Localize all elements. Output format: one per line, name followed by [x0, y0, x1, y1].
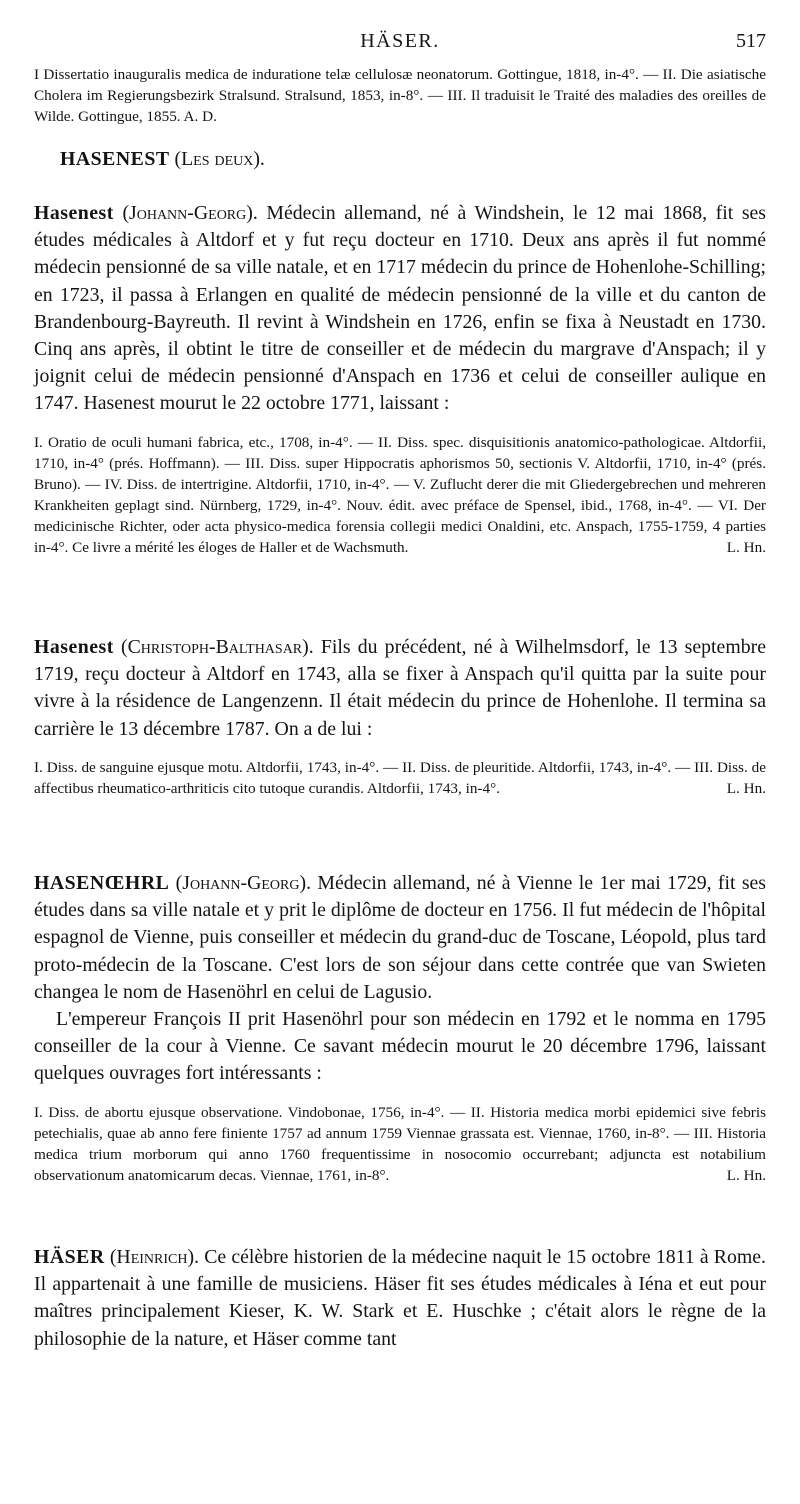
entry-headword: HÄSER	[34, 1246, 105, 1268]
entry-text: Médecin allemand, né à Vienne le 1er mai 1729, fit ses études dans sa ville natale et y prit le diplôme de docteur en 1756. Il fut médecin de l'hôpital espagnol de Vienne, puis conseiller et médecin du grand-duc de Toscane, Léopold, plus tard proto-médecin de la Toscane. C'est lors de son séjour dans cette contrée que van Swieten changea le nom de Hasenöhrl en celui de Lagusio.	[34, 872, 767, 1003]
page-number: 517	[736, 30, 766, 52]
intro-references: I Dissertatio inauguralis medica de induratione telæ cellulosæ neonatorum. Gottingue, 1818, in-4°. — II. Die asiatische Cholera im Regierungsbezirk Stralsund. Stralsund, 1853, in-8°. — III. Il traduisit le Traité des maladies des oreilles de Wilde. Gottingue, 1855. A. D.	[34, 66, 766, 125]
entry-works: I. Oratio de oculi humani fabrica, etc., 1708, in-4°. — II. Diss. spec. disquisitionis anatomico-pathologicae. Altdorfii, 1710, in-4° (prés. Hoffmann). — III. Diss. super Hippocratis aphorismos 50, sectionis V. Altdorfii, 1710, in-4° (prés. Bruno). — IV. Diss. de intertrigine. Altdorfii, 1710, in-4°. — V. Zuflucht derer die mit Gliedergebrechen und mehreren Krankheiten geplagt sind. Nürnberg, 1729, in-4°. Nouv. édit. avec préface de Spensel, ibid., 1768, in-4°. — VI. Der medicinische Richter, oder acta physico-medica forensia collegii medici Onaldini, etc. Anspach, 1755-1759, 4 parties in-4°. Ce livre a mérité les éloges de Haller et de Wachsmuth.	[34, 433, 766, 556]
entry-hasenest-johann	[34, 200, 766, 558]
entry-signature: L. Hn.	[726, 1166, 766, 1184]
entry-forename: (Christoph-Balthasar).	[121, 636, 314, 658]
running-head-title: HÄSER.	[360, 30, 440, 52]
entry-works: I. Diss. de sanguine ejusque motu. Altdorfii, 1743, in-4°. — II. Diss. de pleuritide. Altdorfii, 1743, in-4°. — III. Diss. de affectibus rheumatico-arthriticis cito tutoque curandis. Altdorfii, 1743, in-4°.	[34, 758, 766, 797]
entry-paragraph-2: L'empereur François II prit Hasenöhrl pour son médecin en 1792 et le nomma en 1795 conseiller de la cour à Vienne. Ce savant médecin mourut le 20 décembre 1796, laissant quelques ouvrages fort intéressants :	[34, 1008, 766, 1085]
entry-hasenest-christoph	[34, 634, 766, 799]
entry-haeser	[34, 1244, 766, 1353]
entry-signature: L. Hn.	[726, 538, 766, 556]
headword-qualifier: (Les deux).	[174, 148, 265, 170]
entry-headword: Hasenest	[34, 202, 114, 224]
entry-headword: HASENŒHRL	[34, 872, 170, 894]
entry-text: Ce célèbre historien de la médecine naquit le 15 octobre 1811 à Rome. Il appartenait à une famille de musiciens. Häser fit ses études médicales à Iéna et eut pour maîtres principalement Kieser, K. W. Stark et E. Huschke ; c'était alors le règne de la philosophie de la nature, et Häser comme tant	[34, 1246, 767, 1350]
headword: HASENEST	[60, 148, 170, 170]
entry-works: I. Diss. de abortu ejusque observatione. Vindobonae, 1756, in-4°. — II. Historia medica morbi epidemici sive febris petechialis, quae ab anno fere finiente 1757 ad annum 1759 Viennae grassata est. Viennae, 1760, in-8°. — III. Historia medica trium morborum qui anno 1760 frequentissime in nosocomio occurrebant; adjuncta est notabilium observationum anatomicarum decas. Viennae, 1761, in-8°.	[34, 1103, 766, 1184]
entry-forename: (Heinrich).	[109, 1246, 200, 1268]
entry-forename: (Johann-Georg).	[122, 202, 258, 224]
entry-forename: (Johann-Georg).	[175, 872, 312, 894]
entry-text: Fils du précédent, né à Wilhelmsdorf, le 13 septembre 1719, reçu docteur à Altdorf en 1743, alla se fixer à Anspach qu'il quitta par la suite pour vivre à la résidence de Langenzenn. Il était médecin du prince de Hohenlohe. Il termina sa carrière le 13 décembre 1787. On a de lui :	[34, 636, 766, 740]
entry-text: Médecin allemand, né à Windshein, le 12 mai 1868, fit ses études médicales à Altdorf et y fut reçu docteur en 1710. Deux ans après il fut nommé médecin pensionné de sa ville natale, et en 1717 médecin du prince de Hohenlohe-Schilling; en 1723, il passa à Erlangen en qualité de médecin pensionné de la ville et du canton de Brandenbourg-Bayreuth. Il revint à Windshein en 1726, enfin se fixa à Neustadt en 1730. Cinq ans après, il obtint le titre de conseiller et de médecin du margrave d'Anspach; il y joignit celui de médecin pensionné d'Anspach en 1736 et celui de conseiller aulique en 1747. Hasenest mourut le 22 octobre 1771, laissant :	[34, 202, 766, 415]
running-head	[34, 30, 766, 58]
entry-signature: L. Hn.	[726, 779, 766, 797]
entry-headword: Hasenest	[34, 636, 114, 658]
entry-hasenoehrl	[34, 870, 766, 1186]
heading-les-deux	[60, 148, 265, 171]
